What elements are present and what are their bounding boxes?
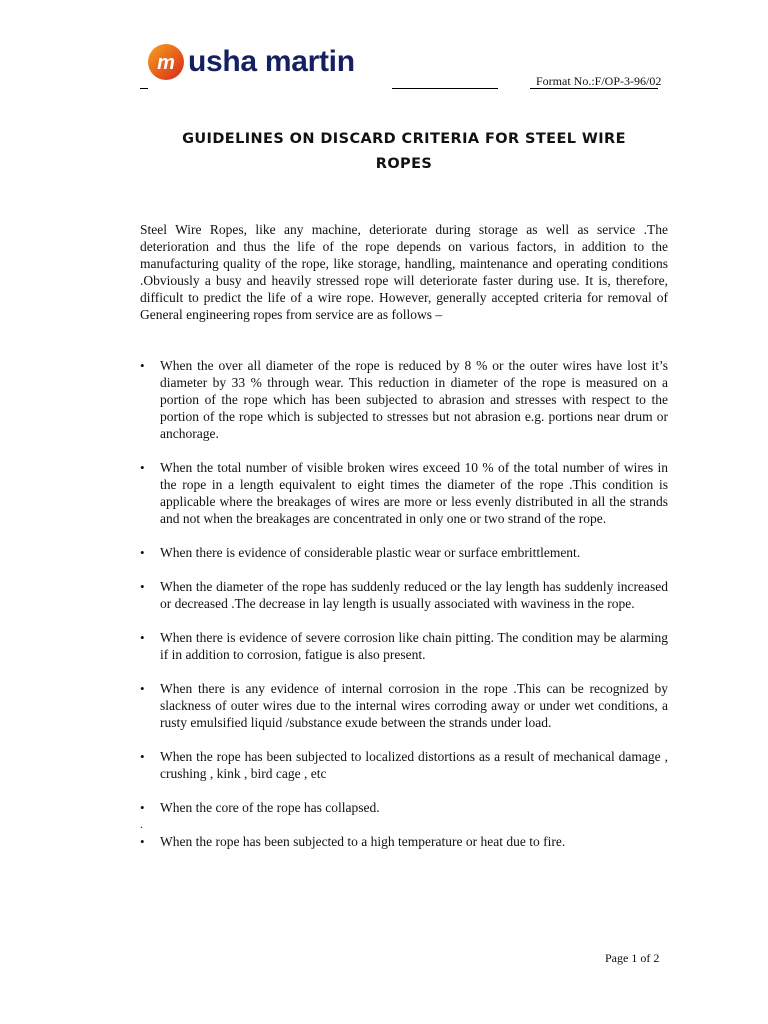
bullet-icon: • [140,681,145,696]
list-item [140,357,668,442]
header-rule [140,88,148,89]
intro-paragraph: Steel Wire Ropes, like any machine, deteriorate during storage as well as service .The deterioration and thus the life of the rope depends on various factors, in addition to the manufacturing quality of the rope, like storage, handling, maintenance and operating conditions .Obviously a busy and heavily stressed rope will deteriorate faster during use. It is, therefore, difficult to predict the life of a wire rope. However, generally accepted criteria for removal of General engineering ropes from service are as follows – [140,222,668,322]
list-item [140,629,668,663]
header-rule [392,88,498,89]
document-title-line-1: GUIDELINES ON DISCARD CRITERIA FOR STEEL WIRE [182,131,626,147]
list-item-text: When the diameter of the rope has suddenly reduced or the lay length has suddenly increased or decreased .The decrease in lay length is usually associated with waviness in the rope. [160,579,668,611]
list-item-text: When the rope has been subjected to a high temperature or heat due to fire. [160,834,566,849]
list-item-text: When there is any evidence of internal corrosion in the rope .This can be recognized by slackness of outer wires due to the internal wires corroding away or under wet conditions, a rusty emulsified liquid /substance exude between the strands under load. [160,681,668,730]
page-number: Page 1 of 2 [605,951,660,965]
bullet-icon: • [140,630,145,645]
bullet-icon: • [140,834,145,849]
discard-criteria-list [140,357,668,867]
list-item [140,459,668,527]
list-item-text: When the rope has been subjected to localized distortions as a result of mechanical damage , crushing , kink , bird cage , etc [160,749,668,781]
document-title [140,127,668,177]
bullet-icon: • [140,358,145,373]
list-item [140,578,668,612]
list-item-text: When the core of the rope has collapsed. [160,800,380,815]
list-item [140,833,668,850]
list-item [140,680,668,731]
brand-name: usha martin [188,45,355,78]
list-item [140,748,668,782]
logo-letter: m [157,52,175,74]
bullet-icon: • [140,800,145,815]
format-number: Format No.:F/OP-3-96/02 [536,74,662,88]
usha-martin-logo-icon [146,42,186,82]
bullet-icon: • [140,579,145,594]
stray-mark: . [140,817,143,831]
document-title-line-2: ROPES [375,156,433,172]
list-item [140,799,668,816]
bullet-icon: • [140,545,145,560]
list-item-text: When there is evidence of considerable plastic wear or surface embrittlement. [160,545,581,560]
bullet-icon: • [140,460,145,475]
list-item [140,544,668,561]
bullet-icon: • [140,749,145,764]
list-item-text: When the over all diameter of the rope is reduced by 8 % or the outer wires have lost it’s diameter by 33 % through wear. This reduction in diameter of the rope is measured on a portion of the rope which has been subjected to abrasion and stresses with respect to the portion of the rope which is subjected to stresses but not abrasion e.g. portions near drum or anchorage. [160,358,668,441]
list-item-text: When there is evidence of severe corrosion like chain pitting. The condition may be alarming if in addition to corrosion, fatigue is also present. [160,630,668,662]
company-logo [146,40,355,84]
header-rule [530,88,658,89]
list-item-text: When the total number of visible broken wires exceed 10 % of the total number of wires in the rope in a length equivalent to eight times the diameter of the rope .This condition is applicable where the breakages of wires are more or less evenly distributed in all the strands and not when the breakages are concentrated in only one or two strand of the rope. [160,460,668,526]
